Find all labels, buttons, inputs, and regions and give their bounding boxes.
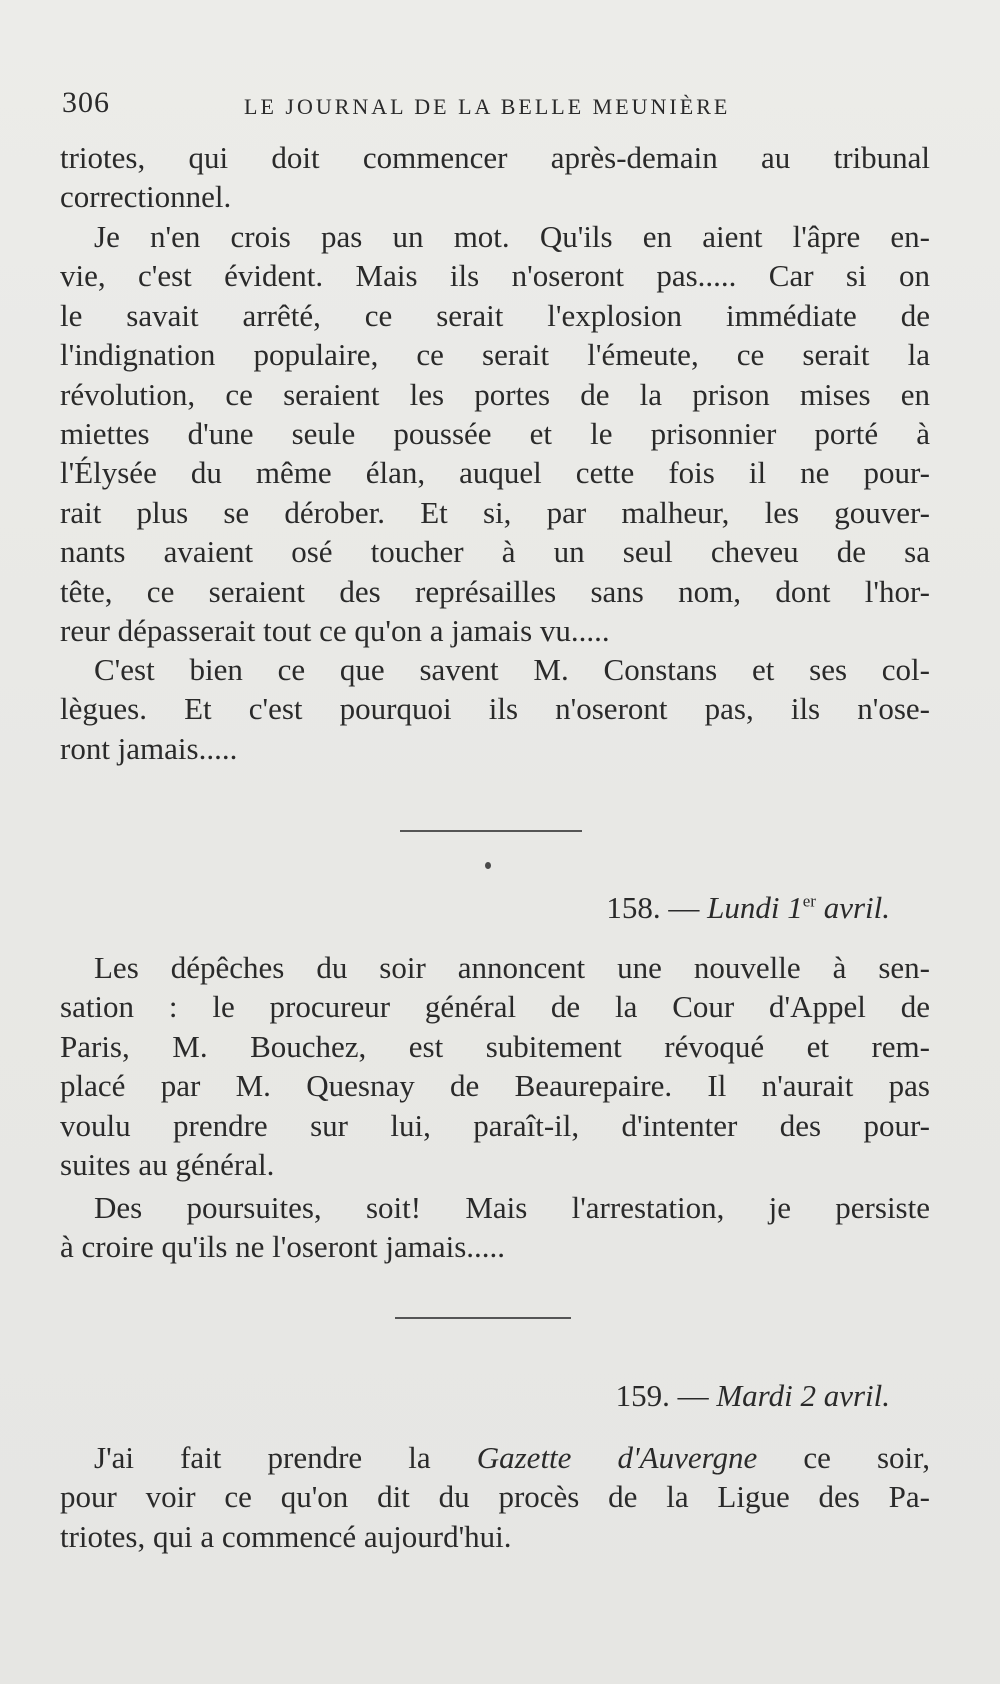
text-line: placé par M. Quesnay de Beaurepaire. Il n'aurait pas xyxy=(60,1068,930,1104)
text-line: Les dépêches du soir annoncent une nouvelle à sen- xyxy=(94,950,930,985)
paragraph xyxy=(60,1438,930,1556)
entry-date: Mardi 2 avril. xyxy=(716,1378,890,1413)
running-head xyxy=(62,86,922,126)
text-line: nants avaient osé toucher à un seul cheveu de sa xyxy=(60,534,930,570)
paragraph xyxy=(60,1188,930,1267)
text-line: Des poursuites, soit! Mais l'arrestation, je persiste xyxy=(94,1190,930,1225)
text-line: pour voir ce qu'on dit du procès de la Ligue des Pa- xyxy=(60,1479,930,1515)
text-line: voulu prendre sur lui, paraît-il, d'intenter des pour- xyxy=(60,1107,930,1143)
text-line: C'est bien ce que savent M. Constans et ses col- xyxy=(94,652,930,687)
section-divider xyxy=(400,830,582,832)
entry-heading-158 xyxy=(606,890,890,926)
entry-date-superscript: er xyxy=(802,891,816,911)
text-line: à croire qu'ils ne l'oseront jamais..... xyxy=(60,1229,506,1265)
text-line: lègues. Et c'est pourquoi ils n'oseront pas, ils n'ose- xyxy=(60,691,930,727)
text-line: Paris, M. Bouchez, est subitement révoqué et rem- xyxy=(60,1028,930,1064)
text-line: tête, ce seraient des représailles sans nom, dont l'hor- xyxy=(60,573,930,609)
text-line: l'Élysée du même élan, auquel cette fois il ne pour- xyxy=(60,455,930,491)
text-line: le savait arrêté, ce serait l'explosion immédiate de xyxy=(60,297,930,333)
entry-dash: — xyxy=(668,890,700,925)
paragraph xyxy=(60,217,930,650)
paragraph xyxy=(60,948,930,1184)
text-line: triotes, qui doit commencer après-demain au tribunal xyxy=(60,140,930,175)
paragraph-continuation xyxy=(60,138,930,217)
text-line: triotes, qui a commencé aujourd'hui. xyxy=(60,1518,512,1554)
text-line: ront jamais..... xyxy=(60,730,238,766)
text-run: J'ai fait prendre la xyxy=(94,1440,477,1475)
section-divider xyxy=(395,1317,571,1319)
text-line: vie, c'est évident. Mais ils n'oseront pas..... Car si on xyxy=(60,258,930,294)
entry-date-month: avril. xyxy=(815,890,890,925)
text-line: miettes d'une seule poussée et le prisonnier porté à xyxy=(60,416,930,452)
text-line: rait plus se dérober. Et si, par malheur, les gouver- xyxy=(60,494,930,530)
entry-heading-159 xyxy=(616,1378,890,1414)
running-title: LE JOURNAL DE LA BELLE MEUNIÈRE xyxy=(244,94,731,119)
ink-mark xyxy=(485,862,491,869)
text-line: reur dépasserait tout ce qu'on a jamais vu..... xyxy=(60,613,610,649)
text-line: suites au général. xyxy=(60,1147,275,1183)
entry-date-text: Lundi 1 xyxy=(707,890,803,925)
entry-number: 158. xyxy=(606,890,661,925)
text-line-rich xyxy=(60,1438,930,1477)
text-line: l'indignation populaire, ce serait l'émeute, ce serait la xyxy=(60,337,930,373)
text-line: sation : le procureur général de la Cour d'Appel de xyxy=(60,989,930,1025)
text-line: révolution, ce seraient les portes de la prison mises en xyxy=(60,376,930,412)
paragraph xyxy=(60,650,930,768)
newspaper-title: Gazette d'Auvergne xyxy=(476,1440,758,1475)
text-line: correctionnel. xyxy=(60,179,232,215)
text-run: ce soir, xyxy=(757,1440,930,1475)
text-line: Je n'en crois pas un mot. Qu'ils en aient l'âpre en- xyxy=(94,219,930,254)
page-number: 306 xyxy=(62,86,110,119)
entry-dash: — xyxy=(677,1378,709,1413)
entry-date xyxy=(707,890,890,925)
entry-number: 159. xyxy=(615,1378,670,1413)
